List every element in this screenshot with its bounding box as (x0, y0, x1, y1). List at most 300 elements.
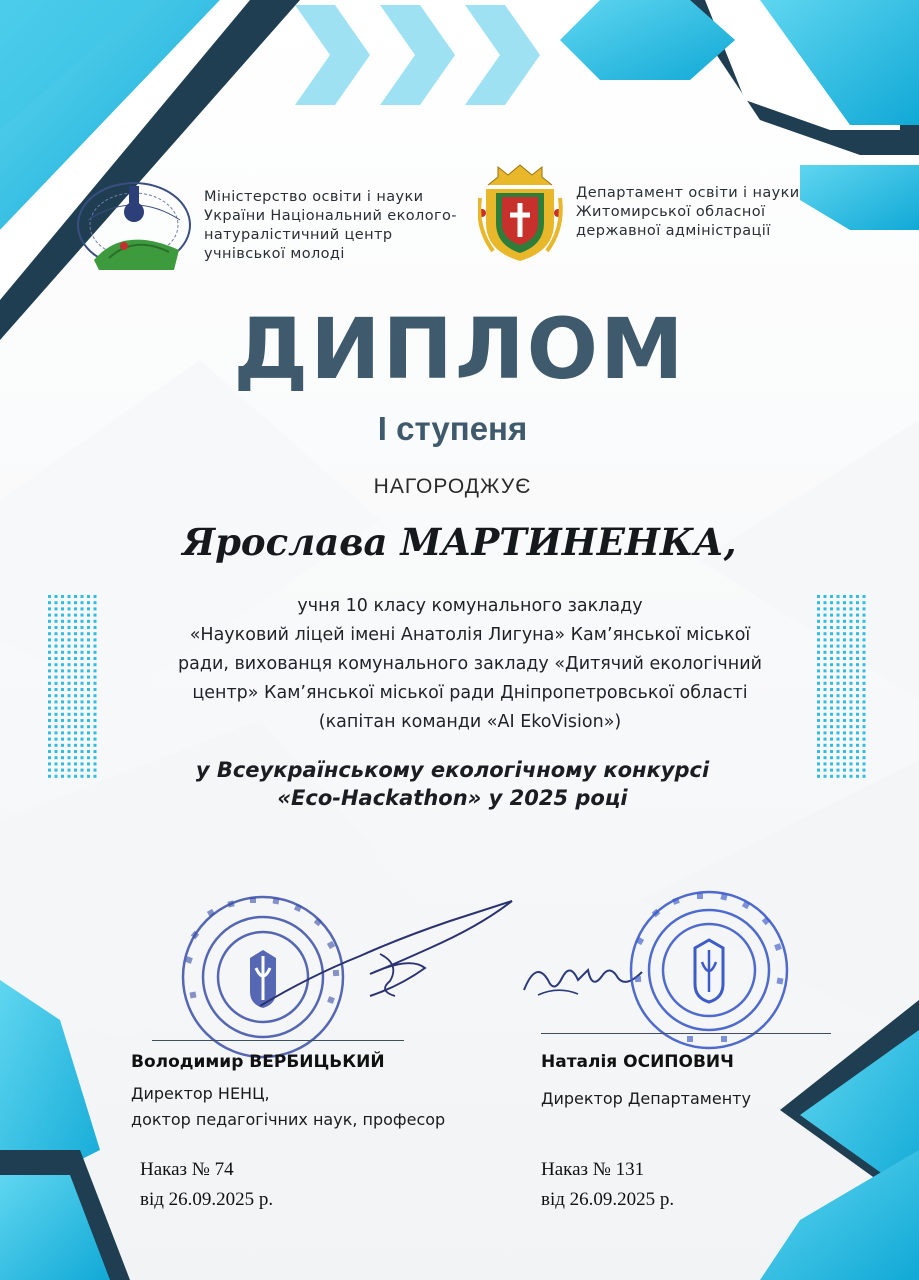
dot (824, 620, 827, 623)
dot (837, 657, 840, 660)
description-line: «Науковий ліцей імені Анатолія Лигуна» Кам’янської міської (189, 625, 751, 645)
dot (830, 595, 833, 598)
dot (87, 638, 90, 641)
dot (61, 719, 64, 722)
dot (843, 750, 846, 753)
dot (74, 632, 77, 635)
dot (824, 725, 827, 728)
dot (81, 626, 84, 629)
dot (850, 601, 853, 604)
dot (817, 738, 820, 741)
dot (55, 694, 58, 697)
recipient-description (120, 592, 820, 737)
dot (843, 738, 846, 741)
dot (830, 738, 833, 741)
dot (55, 669, 58, 672)
dot (61, 731, 64, 734)
dot (94, 688, 97, 691)
dot (81, 638, 84, 641)
dot (837, 632, 840, 635)
dot (68, 651, 71, 654)
dot (94, 707, 97, 710)
dot (81, 750, 84, 753)
dot (94, 638, 97, 641)
dot (850, 669, 853, 672)
dot (55, 725, 58, 728)
dot (74, 663, 77, 666)
dot (68, 707, 71, 710)
dot (830, 713, 833, 716)
dot (863, 620, 866, 623)
dot (55, 638, 58, 641)
dot (863, 738, 866, 741)
dot (830, 638, 833, 641)
dot (55, 614, 58, 617)
dot (55, 663, 58, 666)
dot (837, 725, 840, 728)
dot (843, 614, 846, 617)
dot (74, 750, 77, 753)
dot (830, 707, 833, 710)
dot (48, 657, 51, 660)
dot (55, 651, 58, 654)
dot-pattern-left (48, 595, 100, 780)
dot (830, 725, 833, 728)
signatory-name-right: Наталія ОСИПОВИЧ (541, 1052, 734, 1072)
diploma-title: ДИПЛОМ (233, 300, 686, 398)
dot (830, 620, 833, 623)
dot (81, 601, 84, 604)
dot (850, 694, 853, 697)
dot (81, 731, 84, 734)
dot (830, 607, 833, 610)
dot (68, 601, 71, 604)
dot (55, 620, 58, 623)
dot (87, 694, 90, 697)
dot (87, 713, 90, 716)
dot (48, 676, 51, 679)
dot (81, 632, 84, 635)
dot (830, 663, 833, 666)
dot (94, 607, 97, 610)
dot (94, 595, 97, 598)
dot (850, 688, 853, 691)
dot (68, 620, 71, 623)
dot (850, 744, 853, 747)
dot (55, 645, 58, 648)
dot (843, 731, 846, 734)
dot (824, 669, 827, 672)
dot (824, 688, 827, 691)
dot (863, 713, 866, 716)
dot (856, 682, 859, 685)
dot (81, 669, 84, 672)
dot (48, 601, 51, 604)
dot (837, 626, 840, 629)
dot (55, 744, 58, 747)
dot (850, 645, 853, 648)
dot (68, 676, 71, 679)
dot (856, 700, 859, 703)
dot (61, 651, 64, 654)
dot (856, 731, 859, 734)
dot (81, 620, 84, 623)
dot (843, 694, 846, 697)
dot (55, 738, 58, 741)
dot (824, 700, 827, 703)
dot (94, 713, 97, 716)
dot (850, 725, 853, 728)
dot (830, 694, 833, 697)
dot (856, 620, 859, 623)
dot (55, 719, 58, 722)
dot (55, 595, 58, 598)
dot (837, 614, 840, 617)
dot (824, 614, 827, 617)
dot (74, 614, 77, 617)
dot (856, 669, 859, 672)
dot (843, 663, 846, 666)
dot (55, 601, 58, 604)
dot (74, 657, 77, 660)
dot (824, 713, 827, 716)
dot (824, 750, 827, 753)
dot (824, 744, 827, 747)
contest-line: «Eco-Hackathon» у 2025 році (277, 786, 628, 810)
dot (68, 632, 71, 635)
dot (55, 676, 58, 679)
dot (830, 750, 833, 753)
dot (863, 676, 866, 679)
dot (856, 614, 859, 617)
dot (863, 744, 866, 747)
dot (843, 713, 846, 716)
dot (48, 632, 51, 635)
issuer-left-org: Міністерство освіти і науки України Національний еколого- натуралістичний центр учнівської молоді (204, 189, 457, 262)
dot (837, 638, 840, 641)
dot (87, 645, 90, 648)
dot (94, 626, 97, 629)
dot (61, 713, 64, 716)
dot (55, 713, 58, 716)
dot (863, 707, 866, 710)
order-number-left: Наказ № 74 (140, 1159, 234, 1180)
dot (68, 607, 71, 610)
dot (863, 595, 866, 598)
dot (87, 682, 90, 685)
dot (843, 607, 846, 610)
dot (863, 694, 866, 697)
dot (830, 601, 833, 604)
dot (830, 657, 833, 660)
dot (48, 638, 51, 641)
dot (48, 738, 51, 741)
dot (837, 651, 840, 654)
dot (81, 676, 84, 679)
dot (68, 700, 71, 703)
dot (850, 651, 853, 654)
dot (74, 731, 77, 734)
dot (81, 663, 84, 666)
dot (87, 688, 90, 691)
dot (856, 688, 859, 691)
dot (837, 750, 840, 753)
dot (824, 663, 827, 666)
dot (850, 595, 853, 598)
dot (856, 638, 859, 641)
dot (837, 731, 840, 734)
dot (824, 694, 827, 697)
dot (81, 595, 84, 598)
dot (843, 595, 846, 598)
dot (863, 626, 866, 629)
dot (837, 744, 840, 747)
dot (837, 645, 840, 648)
dot (850, 700, 853, 703)
dot (830, 614, 833, 617)
dot (824, 632, 827, 635)
dot (843, 688, 846, 691)
dot (94, 620, 97, 623)
dot (843, 601, 846, 604)
dot (87, 626, 90, 629)
dot (94, 632, 97, 635)
dot (61, 595, 64, 598)
dot (48, 669, 51, 672)
order-left (140, 1155, 273, 1215)
dot (61, 707, 64, 710)
dot (856, 607, 859, 610)
dot (74, 638, 77, 641)
dot (68, 719, 71, 722)
dot (61, 607, 64, 610)
dot (87, 725, 90, 728)
dot (81, 607, 84, 610)
dot (850, 626, 853, 629)
dot (61, 620, 64, 623)
dot (824, 731, 827, 734)
dot (74, 651, 77, 654)
dot (856, 719, 859, 722)
dot (863, 632, 866, 635)
dot (850, 750, 853, 753)
dot (48, 744, 51, 747)
dot (830, 744, 833, 747)
dot (94, 651, 97, 654)
dot (68, 626, 71, 629)
dot (850, 707, 853, 710)
dot (856, 657, 859, 660)
dot (74, 700, 77, 703)
dot (830, 719, 833, 722)
dot (94, 725, 97, 728)
dot (48, 750, 51, 753)
nenc-logo-icon (74, 180, 194, 275)
dot (81, 614, 84, 617)
dot (61, 601, 64, 604)
dot (68, 738, 71, 741)
dot (81, 713, 84, 716)
dot (817, 744, 820, 747)
dot (87, 676, 90, 679)
signature-line-right (541, 1033, 831, 1034)
dot (55, 700, 58, 703)
dot (837, 682, 840, 685)
dot (856, 595, 859, 598)
dot (850, 607, 853, 610)
dot (55, 707, 58, 710)
dot (843, 657, 846, 660)
dot (856, 601, 859, 604)
dot (74, 607, 77, 610)
dot (843, 682, 846, 685)
dot (68, 688, 71, 691)
dot (61, 632, 64, 635)
dot (48, 700, 51, 703)
dot (830, 645, 833, 648)
dot (94, 738, 97, 741)
dot (824, 682, 827, 685)
dot (61, 725, 64, 728)
dot (48, 725, 51, 728)
dot (74, 595, 77, 598)
dot (837, 707, 840, 710)
signature-line-left (152, 1040, 404, 1041)
dot (824, 707, 827, 710)
dot (94, 700, 97, 703)
description-line: учня 10 класу комунального закладу (297, 596, 643, 616)
dot (830, 682, 833, 685)
dot (837, 738, 840, 741)
dot (830, 632, 833, 635)
dot (68, 731, 71, 734)
dot (61, 682, 64, 685)
dot (68, 750, 71, 753)
dot (81, 645, 84, 648)
dot (94, 669, 97, 672)
dot (843, 676, 846, 679)
dot (48, 731, 51, 734)
dot (830, 651, 833, 654)
dot (48, 663, 51, 666)
dot (55, 626, 58, 629)
dot-pattern-right (817, 595, 869, 780)
dot (856, 725, 859, 728)
dot (863, 638, 866, 641)
dot (824, 601, 827, 604)
dot (61, 700, 64, 703)
dot (74, 719, 77, 722)
dot (830, 731, 833, 734)
dot (61, 638, 64, 641)
dot (81, 738, 84, 741)
dot (94, 750, 97, 753)
dot (55, 688, 58, 691)
dot (68, 682, 71, 685)
dot (824, 595, 827, 598)
dot (843, 700, 846, 703)
dot (837, 601, 840, 604)
dot (74, 682, 77, 685)
dot (817, 750, 820, 753)
dot (856, 694, 859, 697)
dot (74, 738, 77, 741)
dot (824, 719, 827, 722)
dot (830, 676, 833, 679)
dot (55, 682, 58, 685)
dot (850, 632, 853, 635)
dot (863, 614, 866, 617)
dot (850, 719, 853, 722)
dot (55, 632, 58, 635)
zhytomyr-coat-of-arms-icon (478, 163, 563, 263)
dot (830, 669, 833, 672)
dot (48, 620, 51, 623)
dot (61, 738, 64, 741)
dot (87, 700, 90, 703)
dot (61, 669, 64, 672)
dot (863, 725, 866, 728)
dot (863, 750, 866, 753)
dot (87, 657, 90, 660)
dot (61, 645, 64, 648)
dot (81, 744, 84, 747)
dot (74, 694, 77, 697)
dot (61, 688, 64, 691)
dot (94, 731, 97, 734)
dot (87, 620, 90, 623)
dot (81, 657, 84, 660)
dot (824, 645, 827, 648)
dot (68, 663, 71, 666)
dot (94, 663, 97, 666)
dot (87, 614, 90, 617)
dot (74, 676, 77, 679)
dot (87, 707, 90, 710)
order-date-left: від 26.09.2025 р. (140, 1189, 274, 1210)
dot (87, 719, 90, 722)
dot (87, 632, 90, 635)
dot (824, 626, 827, 629)
dot (830, 700, 833, 703)
dot (81, 694, 84, 697)
dot (48, 682, 51, 685)
dot (856, 626, 859, 629)
dot (74, 688, 77, 691)
department-stamp-icon (627, 888, 792, 1053)
dot (81, 700, 84, 703)
dot (830, 626, 833, 629)
dot (856, 738, 859, 741)
dot (74, 645, 77, 648)
dot (94, 614, 97, 617)
dot (863, 719, 866, 722)
dot (843, 669, 846, 672)
dot (863, 607, 866, 610)
dot (48, 688, 51, 691)
dot (94, 719, 97, 722)
diploma-degree: І ступеня (377, 410, 528, 447)
dot (81, 725, 84, 728)
dot (863, 663, 866, 666)
dot (843, 632, 846, 635)
dot (843, 620, 846, 623)
dot (74, 620, 77, 623)
dot (87, 651, 90, 654)
dot (68, 614, 71, 617)
order-right (541, 1155, 674, 1215)
dot (94, 682, 97, 685)
